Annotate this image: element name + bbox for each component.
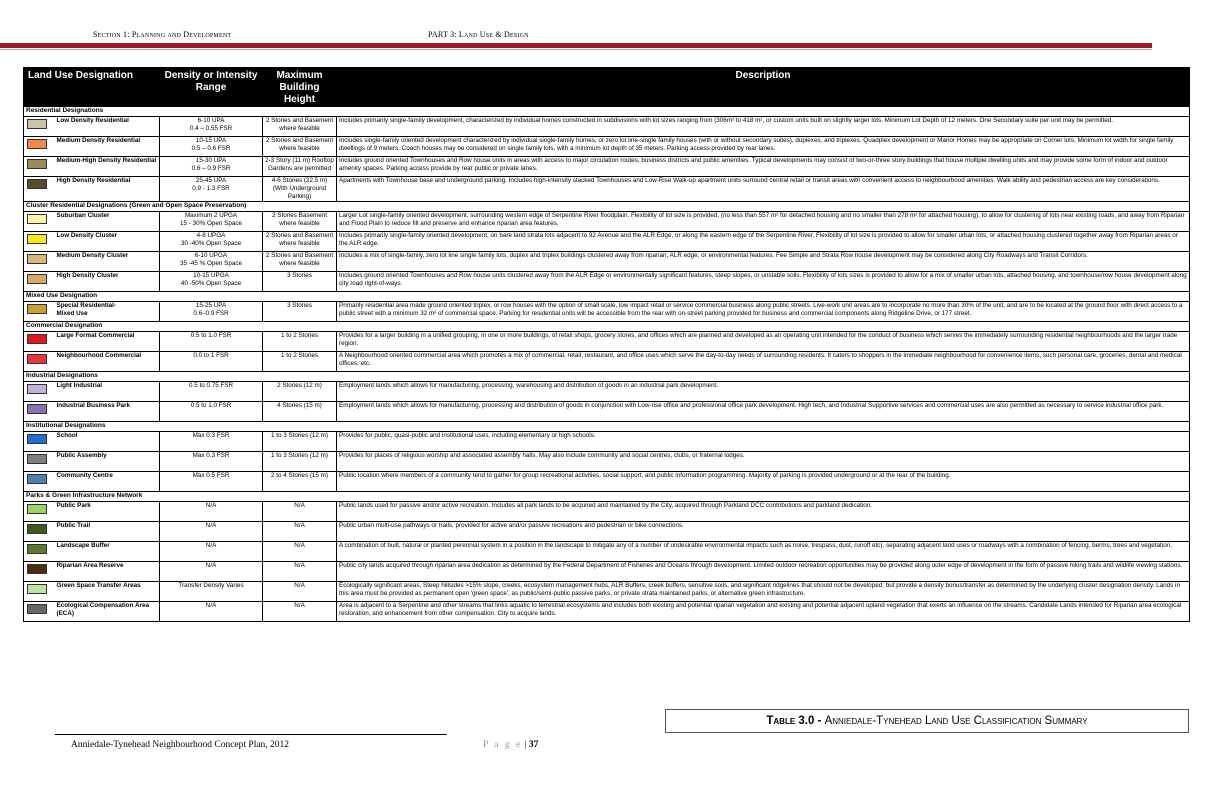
max-building-height: 2 Stories and Basement where feasible — [263, 252, 337, 272]
swatch-cell — [24, 522, 54, 542]
table-row — [24, 352, 1190, 372]
max-building-height: N/A — [263, 542, 337, 562]
legend-swatch — [27, 564, 47, 574]
legend-swatch — [27, 544, 47, 554]
designation-name: Public Assembly — [54, 452, 160, 472]
designation-name: High Density Residential — [54, 177, 160, 202]
section-title: Parks & Green Infrastructure Network — [24, 492, 1190, 502]
max-building-height: 1 to 3 Stories (12 m) — [263, 452, 337, 472]
table-row — [24, 502, 1190, 522]
table-header-row — [24, 68, 1190, 107]
section-title: Industrial Designations — [24, 372, 1190, 382]
legend-swatch — [27, 434, 47, 444]
designation-description: Provides for public, quasi-public and institutional uses, including elementary or high schools. — [337, 432, 1190, 452]
section-row — [24, 492, 1190, 502]
swatch-cell — [24, 352, 54, 372]
designation-description: Includes a mix of single-family, zero lot line single family lots, duplex and triplex buildings clustered away from riparian, ALR edge, or environmental features. Fee Simple and Strata Row house development may be considered along City Roadways and Transit Corridors. — [337, 252, 1190, 272]
designation-description: Includes ground oriented Townhouses and Row house units clustered away from the ALR Edge or environmentally significant features, steep slopes, or unstable soils. Flexibility of lots sizes is provided to allow for a mix of smaller urban lots, attached housing, and townhouse/row house development along city road right-of-ways. — [337, 272, 1190, 292]
swatch-cell — [24, 562, 54, 582]
designation-description: Ecologically significant areas, Steep hillsides >15% slope, creeks, ecosystem management hubs, ALR Buffers, creek buffers, sensitive soils, and significant ridgelines that should not be developed; but provide a density bonus/transfer as determined by the underlying cluster designation density. Lands in this area must be provided as permanent open 'green space', as public/semi-public passive parks, or private strata maintained parks, or alternative green infrastructure. — [337, 582, 1190, 602]
swatch-cell — [24, 472, 54, 492]
density-range: 0.5 to 1.0 FSR — [160, 332, 263, 352]
table-row — [24, 302, 1190, 322]
max-building-height: 2-3 Story (11 m) Rooftop Gardens are permitted — [263, 157, 337, 177]
max-building-height: 2 to 4 Stories (15 m) — [263, 472, 337, 492]
designation-description: Provides for places of religious worship and associated assembly halls. May also include community and social centres, clubs, or fraternal lodges. — [337, 452, 1190, 472]
section-row — [24, 372, 1190, 382]
designation-description: Includes single-family oriented development characterized by individual single-family homes, or zero lot line-single family houses (with or without secondary suites), duplexes, and triplexes. Quadplex development or Manor Homes may be appropriate on Corner lots. Minimum lot width for single family dwellings of 9 meters. Coach houses may be considered on single family lots, with a minimum lot depth of 35 meters. Parking access provided by rear lanes. — [337, 137, 1190, 157]
legend-swatch — [27, 454, 47, 464]
table-caption — [665, 709, 1189, 733]
designation-description: Provides for a larger building in a unified grouping, in one or more buildings, of retail shops, grocery stores, and offices which are planned and developed as an operating unit intended for the conduct of business which serves the immediately surrounding residential neighbourhoods and the larger trade region. — [337, 332, 1190, 352]
page-number: 37 — [528, 740, 539, 750]
designation-name: Landscape Buffer — [54, 542, 160, 562]
table-row — [24, 402, 1190, 422]
density-range: N/A — [160, 522, 263, 542]
designation-name: Special Residential- Mixed Use — [54, 302, 160, 322]
legend-swatch — [27, 404, 47, 414]
legend-swatch — [27, 604, 47, 614]
max-building-height: N/A — [263, 582, 337, 602]
max-building-height: N/A — [263, 602, 337, 622]
swatch-cell — [24, 382, 54, 402]
designation-description: Employment lands which allows for manufacturing, processing, warehousing and distribution of goods in an industrial park development. — [337, 382, 1190, 402]
designation-description: Includes primarily single-family oriented development, on bare land strata lots adjacent to 92 Avenue and the ALR Edge, or along the eastern edge of the Serpentine River. Flexibility of lot size is provided to allow for smaller urban lots, or attached housing clustered together away from Riparian areas or the ALR edge. — [337, 232, 1190, 252]
table-row — [24, 432, 1190, 452]
density-range: 15-30 UPA 0.6 – 0.9 FSR — [160, 157, 263, 177]
density-range: 4-8 UPGA 30 -40% Open Space — [160, 232, 263, 252]
max-building-height: 2 Stories and Basement where feasible — [263, 117, 337, 137]
designation-name: Medium Density Residential — [54, 137, 160, 157]
designation-name: Ecological Compensation Area (ECA) — [54, 602, 160, 622]
table-row — [24, 542, 1190, 562]
swatch-cell — [24, 302, 54, 322]
table-row — [24, 602, 1190, 622]
designation-name: Public Park — [54, 502, 160, 522]
section-title: Institutional Designations — [24, 422, 1190, 432]
legend-swatch — [27, 119, 47, 129]
section-title: Commercial Designation — [24, 322, 1190, 332]
section-row — [24, 107, 1190, 117]
density-range: 0.5 to 0.75 FSR — [160, 382, 263, 402]
max-building-height: 2 Stories and Basement where feasible — [263, 232, 337, 252]
table-row — [24, 252, 1190, 272]
swatch-cell — [24, 542, 54, 562]
footer-title: Anniedale-Tynehead Neighbourhood Concept Plan, 2012 — [71, 740, 290, 750]
designation-name: Riparian Area Reserve — [54, 562, 160, 582]
density-range: Transfer Density Varies — [160, 582, 263, 602]
designation-name: Low Density Cluster — [54, 232, 160, 252]
designation-name: Neighbourhood Commercial — [54, 352, 160, 372]
designation-name: Industrial Business Park — [54, 402, 160, 422]
legend-swatch — [27, 234, 47, 244]
section-title: Mixed Use Designation — [24, 292, 1190, 302]
legend-swatch — [27, 254, 47, 264]
swatch-cell — [24, 137, 54, 157]
max-building-height: 2 Stories Basement where feasible — [263, 212, 337, 232]
designation-name: Medium-High Density Residential — [54, 157, 160, 177]
table-row — [24, 382, 1190, 402]
designation-description: Employment lands which allows for manufacturing, processing and distribution of goods in conjunction with Low-rise office and professional office park development. High tech, and Industrial Supportive services and commercial uses are also permitted as necessary to service industrial office park. — [337, 402, 1190, 422]
designation-description: Public location where members of a community tend to gather for group recreational activities, social support, and public information programming. Majority of parking is provided underground or at the rear of the building. — [337, 472, 1190, 492]
density-range: Max 0.3 FSR — [160, 452, 263, 472]
designation-name: Large Format Commercial — [54, 332, 160, 352]
swatch-cell — [24, 502, 54, 522]
density-range: N/A — [160, 602, 263, 622]
page-number-block — [483, 740, 538, 750]
section-title: Residential Designations — [24, 107, 1190, 117]
swatch-cell — [24, 582, 54, 602]
table-row — [24, 177, 1190, 202]
designation-name: Suburban Cluster — [54, 212, 160, 232]
max-building-height: 1 to 2 Stories — [263, 332, 337, 352]
swatch-cell — [24, 602, 54, 622]
designation-name: Public Trail — [54, 522, 160, 542]
section-row — [24, 422, 1190, 432]
designation-description: A Neighbourhood oriented commercial area which promotes a mix of commercial, retail, restaurant, and office uses which serve the day-to-day needs of surrounding residents. It caters to shoppers in the immediate neighbourhood for convenience items, such personal care, groceries, dental and medical offices, etc. — [337, 352, 1190, 372]
legend-swatch — [27, 504, 47, 514]
table-body — [24, 107, 1190, 622]
designation-description: Public lands used for passive and/or active recreation. Includes all park lands to be acquired and maintained by the City, acquired through Parkland DCC contributions and parkland dedication. — [337, 502, 1190, 522]
density-range: 0.5 to 1.0 FSR — [160, 402, 263, 422]
density-range: Maximum 2 UPGA 15 - 30% Open Space — [160, 212, 263, 232]
max-building-height: N/A — [263, 502, 337, 522]
designation-name: Community Centre — [54, 472, 160, 492]
table-row — [24, 452, 1190, 472]
density-range: 10-15 UPGA 40 -50% Open Space — [160, 272, 263, 292]
max-building-height: 4 Stories (15 m) — [263, 402, 337, 422]
swatch-cell — [24, 212, 54, 232]
density-range: 10-15 UPA 0.5 – 0.6 FSR — [160, 137, 263, 157]
designation-name: High Density Cluster — [54, 272, 160, 292]
page-separator: | — [524, 740, 527, 750]
density-range: Max 0.3 FSR — [160, 432, 263, 452]
density-range: N/A — [160, 542, 263, 562]
density-range: 15-25 UPA 0.6–0.9 FSR — [160, 302, 263, 322]
table-row — [24, 137, 1190, 157]
legend-swatch — [27, 584, 47, 594]
designation-name: Light Industrial — [54, 382, 160, 402]
section-row — [24, 292, 1190, 302]
running-header-right: PART 3: Land Use & Design — [428, 30, 529, 39]
max-building-height: 3 Stories — [263, 302, 337, 322]
designation-name: Medium Density Cluster — [54, 252, 160, 272]
table-row — [24, 562, 1190, 582]
swatch-cell — [24, 232, 54, 252]
header-rule-thin — [0, 49, 1152, 50]
density-range: 25-45 UPA 0.9 - 1.3 FSR — [160, 177, 263, 202]
running-header-left: Section 1: Planning and Development — [93, 30, 232, 39]
designation-description: Primarily residential area made ground oriented triplex, or row houses with the option of small scale, low impact retail or service commercial business along public streets. Live-work unit areas are to incorporate no more than 30% of the unit, and are to be located at the ground floor with direct access to a public street with a minimum 32 m² of commercial space. Parking for residential units will be accessible from the rear with on-street parking provided for business and commercial components along Ridgeline Drive, or 177 street. — [337, 302, 1190, 322]
col-header-description: Description — [337, 68, 1190, 107]
legend-swatch — [27, 274, 47, 284]
table-row — [24, 582, 1190, 602]
page-word: P a g e — [483, 740, 523, 750]
swatch-cell — [24, 177, 54, 202]
max-building-height: 2 Stories (12 m) — [263, 382, 337, 402]
max-building-height: 2 Stories and Basement where feasible — [263, 137, 337, 157]
legend-swatch — [27, 474, 47, 484]
table-row — [24, 157, 1190, 177]
density-range: 6-10 UPA 0.4 – 0.55 FSR — [160, 117, 263, 137]
table-caption-text: Anniedale-Tynehead Land Use Classification Summary — [824, 715, 1088, 727]
designation-name: Low Density Residential — [54, 117, 160, 137]
table-row — [24, 472, 1190, 492]
swatch-cell — [24, 117, 54, 137]
land-use-table — [23, 67, 1190, 622]
designation-description: Includes primarily single-family development, characterized by individual homes constructed in subdivisions with lot sizes ranging from (306m² to 418 m², or custom units built on slightly larger lots. Minimum Lot Depth of 12 meters. One Secondary suite per unit may be permitted. — [337, 117, 1190, 137]
designation-description: Apartments with Townhouse base and underground parking. Includes high-intensity stacked Townhouses and Low-Rise Walk-up apartment units surround central retail or transit areas with convenient access to neighbourhood amenities. Walk ability and pedestrian access are key considerations. — [337, 177, 1190, 202]
legend-swatch — [27, 524, 47, 534]
table-row — [24, 332, 1190, 352]
density-range: 6-10 UPGA 35 -45 % Open Space — [160, 252, 263, 272]
col-header-density: Density or Intensity Range — [160, 68, 263, 107]
swatch-cell — [24, 332, 54, 352]
swatch-cell — [24, 402, 54, 422]
legend-swatch — [27, 139, 47, 149]
section-title: Cluster Residential Designations (Green and Open Space Preservation) — [24, 202, 1190, 212]
table-row — [24, 232, 1190, 252]
legend-swatch — [27, 159, 47, 169]
max-building-height: 1 to 3 Stories (12 m) — [263, 432, 337, 452]
legend-swatch — [27, 334, 47, 344]
legend-swatch — [27, 304, 47, 314]
section-row — [24, 202, 1190, 212]
density-range: 0.0 to 1 FSR — [160, 352, 263, 372]
designation-description: A combination of built, natural or planted perennial system in a position in the landscape to mitigate any of a number of undesirable environmental impacts such as noise, trespass, dust, runoff etc), separating adjacent land uses or roadways with a combination of fencing, berms, trees and vegetation. — [337, 542, 1190, 562]
designation-name: School — [54, 432, 160, 452]
designation-description: Public urban multi-use pathways or trails, provided for active and/or passive recreations and pedestrian or bike connections. — [337, 522, 1190, 542]
footer-rule — [55, 734, 447, 735]
density-range: N/A — [160, 502, 263, 522]
designation-name: Green Space Transfer Areas — [54, 582, 160, 602]
legend-swatch — [27, 214, 47, 224]
legend-swatch — [27, 384, 47, 394]
max-building-height: 1 to 2 Stories — [263, 352, 337, 372]
table-row — [24, 117, 1190, 137]
legend-swatch — [27, 354, 47, 364]
swatch-cell — [24, 432, 54, 452]
designation-description: Includes ground oriented Townhouses and Row house units in areas with access to major circulation routes, business districts and public amenities. Typical developments may consist of two-or-three story buildings that house multiple dwelling units and may provide some form of indoor and outdoor amenity spaces. Parking access provide by rear public or private lanes. — [337, 157, 1190, 177]
density-range: N/A — [160, 562, 263, 582]
table-caption-number: Table 3.0 - — [766, 715, 825, 727]
col-header-height: Maximum Building Height — [263, 68, 337, 107]
designation-description: Area is adjacent to a Serpentine and other streams that links aquatic to terrestrial ecosystems and includes both existing and potential riparian vegetation and existing and potential adjacent upland vegetation that exerts an influence on the streams. Candidate Lands intended for Riparian area ecological restoration, and enhancement from other compensation. City to acquire lands. — [337, 602, 1190, 622]
swatch-cell — [24, 252, 54, 272]
legend-swatch — [27, 179, 47, 189]
table-row — [24, 522, 1190, 542]
table-row — [24, 212, 1190, 232]
swatch-cell — [24, 157, 54, 177]
swatch-cell — [24, 452, 54, 472]
table-row — [24, 272, 1190, 292]
designation-description: Public city lands acquired through riparian area dedication as determined by the Federal Department of Fisheries and Oceans through development. Limited outdoor recreation opportunities may be provided along outer edge of development in the form of passive hiking trails and wildlife viewing stations. — [337, 562, 1190, 582]
max-building-height: N/A — [263, 562, 337, 582]
col-header-designation: Land Use Designation — [24, 68, 160, 107]
max-building-height: 3 Stories — [263, 272, 337, 292]
max-building-height: N/A — [263, 522, 337, 542]
density-range: Max 0.5 FSR — [160, 472, 263, 492]
section-row — [24, 322, 1190, 332]
header-rule — [0, 43, 1152, 48]
designation-description: Larger Lot single-family oriented development, surrounding western edge of Serpentine River floodplain. Flexibility of lot size is provided, (no less than 557 m² for detached housing and no smaller than 278 m² for attached housing), to allow for clustering of lots near existing roads, and away from Riparian and Flood Plain to reduce fill and preserve and enhance riparian area features. — [337, 212, 1190, 232]
max-building-height: 4-6 Stories (22.5 m) (With Underground Parking) — [263, 177, 337, 202]
swatch-cell — [24, 272, 54, 292]
